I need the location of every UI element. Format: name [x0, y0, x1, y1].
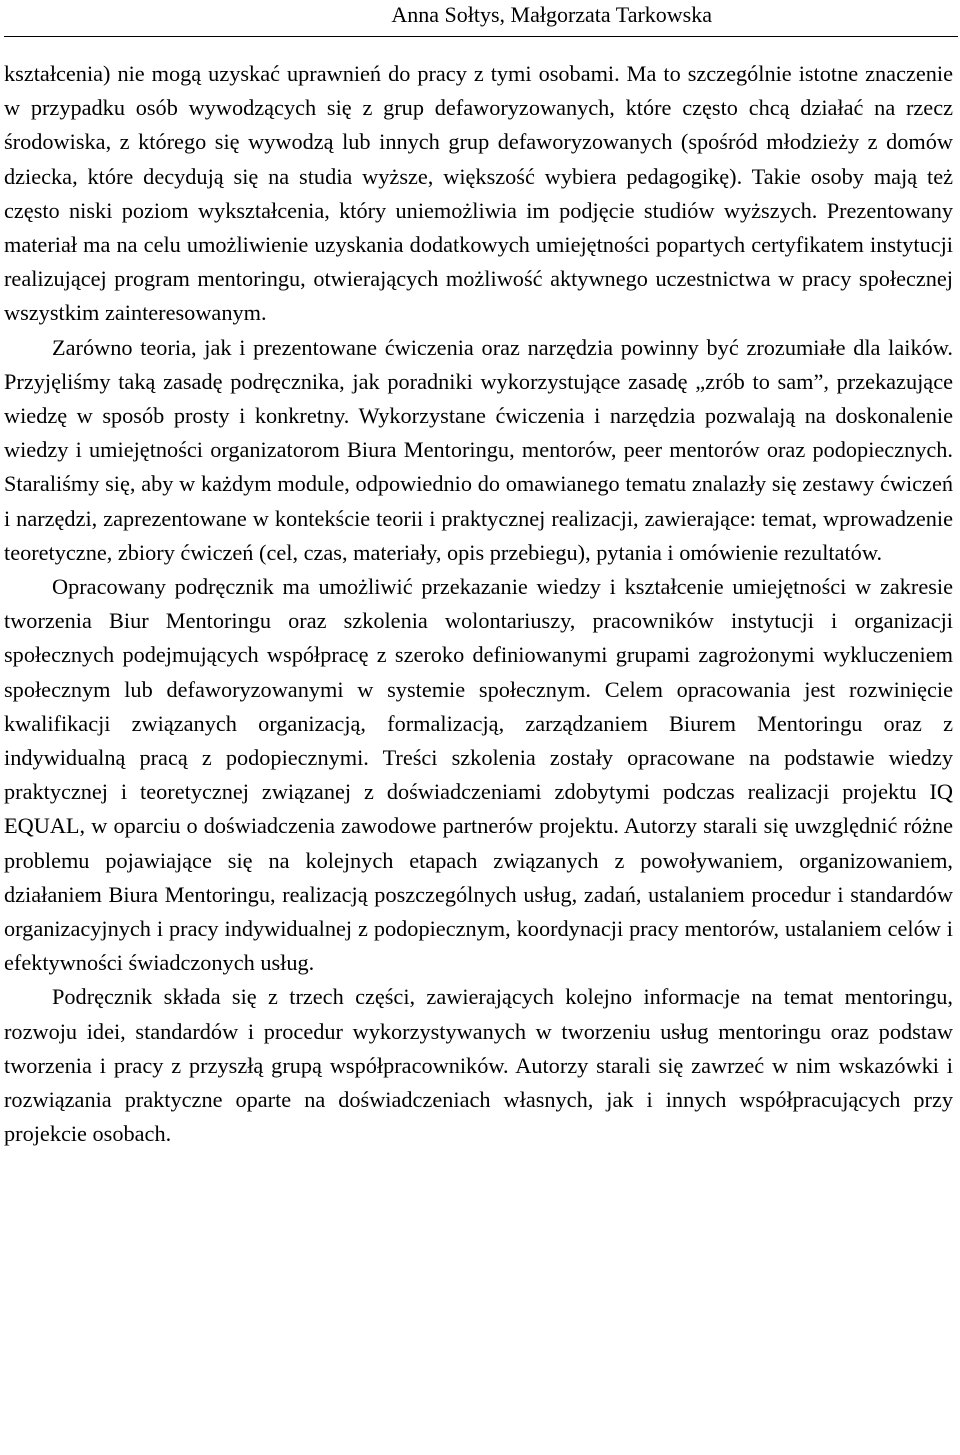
- header-divider: [4, 36, 958, 37]
- paragraph-teoria: Zarówno teoria, jak i prezentowane ćwiczenia oraz narzędzia powinny być zrozumiałe dla laików. Przyjęliśmy taką zasadę podręcznika, jak poradniki wykorzystujące zasadę „zrób to sam”, przekazujące wiedzę w sposób prosty i konkretny. Wykorzystane ćwiczenia i narzędzia pozwalają na doskonalenie wiedzy i umiejętności organizatorom Biura Mentoringu, mentorów, peer mentorów oraz podopiecznych. Staraliśmy się, aby w każdym module, odpowiednio do omawianego tematu znalazły się zestawy ćwiczeń i narzędzi, zaprezentowane w kontekście teorii i praktycznej realizacji, zawierające: temat, wprowadzenie teoretyczne, zbiory ćwiczeń (cel, czas, materiały, opis przebiegu), pytania i omówienie rezultatów.: [4, 334, 953, 565]
- paragraph-continued: kształcenia) nie mogą uzyskać uprawnień do pracy z tymi osobami. Ma to szczególnie istotne znaczenie w przypadku osób wywodzących się z grup defaworyzowanych, które często chcą działać na rzecz środowiska, z którego się wywodzą lub innych grup defaworyzowanych (spośród młodzieży z domów dziecka, które decydują się na studia wyższe, większość wybiera pedagogikę). Takie osoby mają też często niski poziom wykształcenia, który uniemożliwia im podjęcie studiów wyższych. Prezentowany materiał ma na celu umożliwienie uzyskania dodatkowych umiejętności popartych certyfikatem instytucji realizującej program mentoringu, otwierających możliwość aktywnego uczestnictwa w pracy społecznej wszystkim zainteresowanym.: [4, 61, 953, 326]
- paragraph-podrecznik-struktura: Podręcznik składa się z trzech części, zawierających kolejno informacje na temat mentoringu, rozwoju idei, standardów i procedur wykorzystywanych w tworzeniu usług mentoringu oraz podstaw tworzenia i pracy z przyszłą grupą współpracowników. Autorzy starali się zawrzeć w nim wskazówki i rozwiązania praktyczne oparte na doświadczeniach własnych, jak i innych współpracujących przy projekcie osobach.: [4, 984, 953, 1147]
- body-text: [4, 57, 953, 1152]
- paragraph-podrecznik-cel: Opracowany podręcznik ma umożliwić przekazanie wiedzy i kształcenie umiejętności w zakresie tworzenia Biur Mentoringu oraz szkolenia wolontariuszy, pracowników instytucji i organizacji społecznych podejmujących współpracę z szeroko definiowanymi grupami zagrożonymi wykluczeniem społecznym lub defaworyzowanymi w systemie społecznym. Celem opracowania jest rozwinięcie kwalifikacji związanych organizacją, formalizacją, zarządzaniem Biurem Mentoringu oraz z indywidualną pracą z podopiecznymi. Treści szkolenia zostały opracowane na podstawie wiedzy praktycznej i teoretycznej związanej z doświadczeniami zdobytymi podczas realizacji projektu IQ EQUAL, w oparciu o doświadczenia zawodowe partnerów projektu. Autorzy starali się uwzględnić różne problemu pojawiające się na kolejnych etapach związanych z powoływaniem, organizowaniem, działaniem Biura Mentoringu, realizacją poszczególnych usług, zadań, ustalaniem procedur i standardów organizacyjnych i pracy indywidualnej z podopiecznym, koordynacji pracy mentorów, ustalaniem celów i efektywności świadczonych usług.: [4, 574, 953, 976]
- running-header-authors: Anna Sołtys, Małgorzata Tarkowska: [391, 2, 712, 27]
